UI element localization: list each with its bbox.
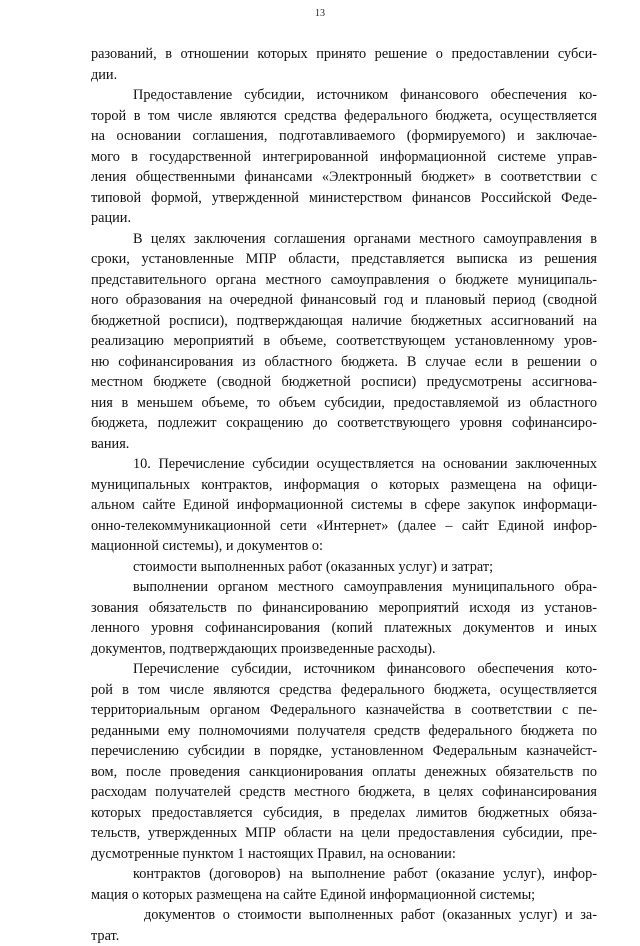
text-line: В целях заключения соглашения органами местного самоуправления в [91,229,597,250]
text-line: дусмотренные пунктом 1 настоящих Правил, на основании: [91,844,597,865]
text-line: тельств, утвержденных МПР области на цели предоставления субсидии, пре- [91,823,597,844]
text-line: документов, подтверждающих произведенные расходы). [91,639,597,660]
text-line: разований, в отношении которых принято решение о предоставлении субси- [91,44,597,65]
document-body [91,44,597,946]
text-line: мация о которых размещена на сайте Единой информационной системы; [91,885,597,906]
text-line: Перечисление субсидии, источником финансового обеспечения кото- [91,659,597,680]
text-line: торой в том числе являются средства федерального бюджета, осуществляется [91,106,597,127]
text-line: мого в государственной интегрированной информационной системе управ- [91,147,597,168]
text-line: 10. Перечисление субсидии осуществляется на основании заключенных [91,454,597,475]
text-line: сроки, установленные МПР области, представляется выписка из решения [91,249,597,270]
page-number: 13 [0,8,640,19]
text-line: документов о стоимости выполненных работ (оказанных услуг) и за- [91,905,597,926]
text-line: ного образования на очередной финансовый год и плановый период (сводной [91,290,597,311]
text-line: реализацию мероприятий в объеме, соответствующем установленному уров- [91,331,597,352]
text-line: рации. [91,208,597,229]
text-line: ленного уровня софинансирования (копий платежных документов и иных [91,618,597,639]
text-line: мационной системы), и документов о: [91,536,597,557]
text-line: перечислению субсидии в порядке, установленном Федеральным казначейст- [91,741,597,762]
text-line: ния в меньшем объеме, то объем субсидии, предоставляемой из областного [91,393,597,414]
text-line: контрактов (договоров) на выполнение работ (оказание услуг), инфор- [91,864,597,885]
text-line: типовой формой, утвержденной министерством финансов Российской Феде- [91,188,597,209]
text-line: на основании соглашения, подготавливаемого (формируемого) и заключае- [91,126,597,147]
text-line: расходам получателей средств местного бюджета, в целях софинансирования [91,782,597,803]
text-line: территориальным органом Федерального казначейства в соответствии с пе- [91,700,597,721]
text-line: трат. [91,926,597,946]
text-line: местном бюджете (сводной бюджетной росписи) предусмотрены ассигнова- [91,372,597,393]
text-line: стоимости выполненных работ (оказанных услуг) и затрат; [91,557,597,578]
text-line: ления общественными финансами «Электронный бюджет» в соответствии с [91,167,597,188]
text-line: вания. [91,434,597,455]
text-line: бюджета, подлежит сокращению до соответствующего уровня софинансиро- [91,413,597,434]
text-line: муниципальных контрактов, информация о которых размещена на офици- [91,475,597,496]
text-line: рой в том числе являются средства федерального бюджета, осуществляется [91,680,597,701]
text-line: бюджетной росписи), подтверждающая наличие бюджетных ассигнований на [91,311,597,332]
text-line: которых предоставляется субсидия, в пределах лимитов бюджетных обяза- [91,803,597,824]
text-line: реданными ему полномочиями получателя средств федерального бюджета по [91,721,597,742]
text-line: зования обязательств по финансированию мероприятий исходя из установ- [91,598,597,619]
text-line: представительного органа местного самоуправления о бюджете муниципаль- [91,270,597,291]
text-line: ню софинансирования из областного бюджета. В случае если в решении о [91,352,597,373]
text-line: Предоставление субсидии, источником финансового обеспечения ко- [91,85,597,106]
text-line: выполнении органом местного самоуправления муниципального обра- [91,577,597,598]
text-line: альном сайте Единой информационной системы в сфере закупок информаци- [91,495,597,516]
text-line: дии. [91,65,597,86]
text-line: вом, после проведения санкционирования оплаты денежных обязательств по [91,762,597,783]
text-line: онно-телекоммуникационной сети «Интернет» (далее – сайт Единой инфор- [91,516,597,537]
